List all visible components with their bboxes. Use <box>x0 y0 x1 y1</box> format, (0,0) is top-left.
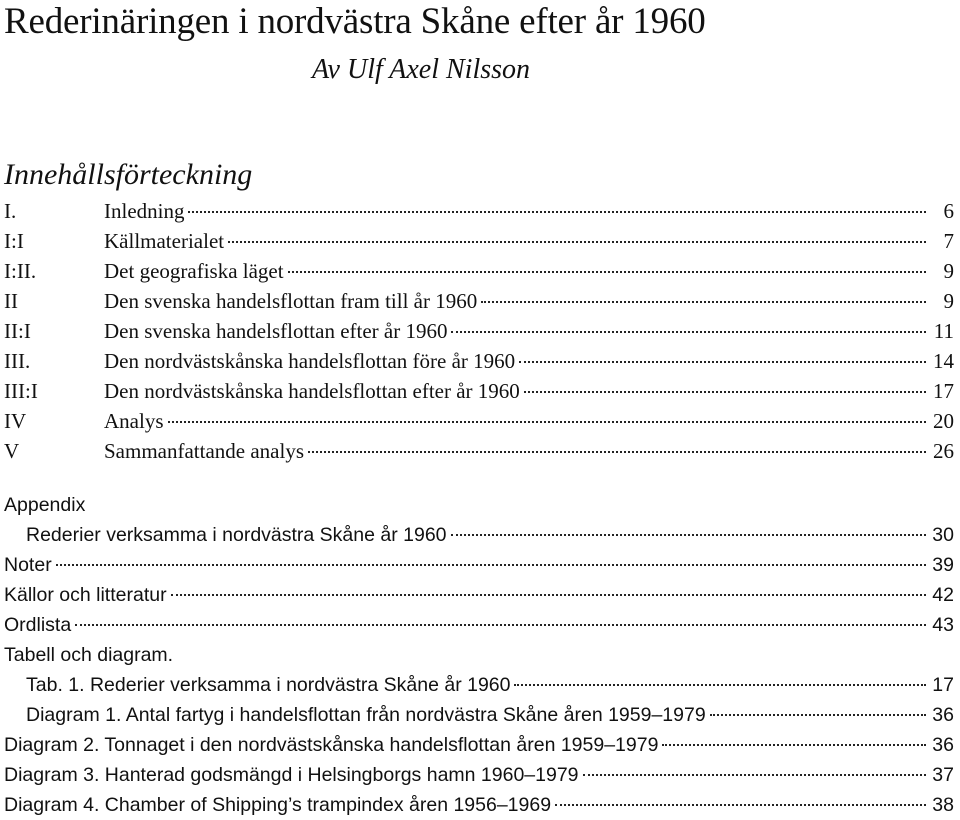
document-title: Rederinäringen i nordvästra Skåne efter år 1960 <box>4 1 706 42</box>
page-number: 37 <box>932 764 954 786</box>
leader-dots <box>56 564 926 566</box>
leader-dots <box>662 744 926 746</box>
toc-entry <box>4 436 954 466</box>
toc-entry <box>4 670 954 700</box>
leader-dots <box>451 534 926 536</box>
chapter-title: Källmaterialet <box>104 229 225 253</box>
page-number: 6 <box>943 199 954 223</box>
toc-entry <box>4 550 954 580</box>
chapter-title: Den svenska handelsflottan efter år 1960 <box>104 319 448 343</box>
leader-dots <box>451 331 926 333</box>
page-number: 43 <box>932 614 954 636</box>
chapter-number: III. <box>4 349 31 373</box>
tables-heading-row <box>4 640 954 670</box>
page-number: 9 <box>943 289 954 313</box>
leader-dots <box>308 451 926 453</box>
appendix-item-title: Rederier verksamma i nordvästra Skåne år 1960 <box>26 524 447 546</box>
toc-entry <box>4 520 954 550</box>
page-number: 26 <box>933 439 954 463</box>
appendix-heading: Appendix <box>4 494 86 516</box>
chapter-title: Sammanfattande analys <box>104 439 305 463</box>
diagram-entry-title: Diagram 3. Hanterad godsmängd i Helsingborgs hamn 1960–1979 <box>4 764 579 786</box>
leader-dots <box>710 714 926 716</box>
chapter-title: Den nordvästskånska handelsflottan efter år 1960 <box>104 379 520 403</box>
page-number: 30 <box>932 524 954 546</box>
author-line: Av Ulf Axel Nilsson <box>312 54 531 85</box>
page-number: 36 <box>932 704 954 726</box>
leader-dots <box>188 211 926 213</box>
leader-dots <box>555 804 926 806</box>
tables-heading: Tabell och diagram. <box>4 644 174 666</box>
toc-entry <box>4 376 954 406</box>
toc-entry <box>4 316 954 346</box>
chapter-number: I:I <box>4 229 24 253</box>
chapter-title: Den svenska handelsflottan fram till år 1960 <box>104 289 478 313</box>
diagram-entry-title: Diagram 2. Tonnaget i den nordvästskånska handelsflottan åren 1959–1979 <box>4 734 659 756</box>
page-number: 42 <box>932 584 954 606</box>
diagram-entry-title: Diagram 1. Antal fartyg i handelsflottan från nordvästra Skåne åren 1959–1979 <box>26 704 706 726</box>
toc-entry <box>4 790 954 820</box>
leader-dots <box>228 241 926 243</box>
page-number: 20 <box>933 409 954 433</box>
toc-entry <box>4 580 954 610</box>
leader-dots <box>583 774 926 776</box>
table-entry-title: Tab. 1. Rederier verksamma i nordvästra Skåne år 1960 <box>26 674 511 696</box>
toc-entry <box>4 610 954 640</box>
toc-entry <box>4 406 954 436</box>
page-number: 9 <box>943 259 954 283</box>
leader-dots <box>519 361 926 363</box>
leader-dots <box>288 271 926 273</box>
diagram-entry-title: Diagram 4. Chamber of Shipping’s trampindex åren 1956–1969 <box>4 794 552 816</box>
page-number: 39 <box>932 554 954 576</box>
toc-entry <box>4 700 954 730</box>
toc-entry <box>4 760 954 790</box>
page-number: 14 <box>933 349 954 373</box>
toc-entry <box>4 286 954 316</box>
chapter-number: I. <box>4 199 17 223</box>
page-number: 36 <box>932 734 954 756</box>
back-matter-title: Noter <box>4 554 52 576</box>
appendix-heading-row <box>4 490 954 520</box>
page-number: 7 <box>943 229 954 253</box>
toc-entry <box>4 730 954 760</box>
page-number: 38 <box>932 794 954 816</box>
toc-heading: Innehållsförteckning <box>4 158 253 191</box>
chapter-number: I:II. <box>4 259 37 283</box>
toc-entry <box>4 256 954 286</box>
toc-entry <box>4 346 954 376</box>
page-number: 11 <box>933 319 954 343</box>
chapter-number: II <box>4 289 18 313</box>
chapter-number: V <box>4 439 20 463</box>
leader-dots <box>524 391 926 393</box>
chapter-number: IV <box>4 409 27 433</box>
leader-dots <box>514 684 926 686</box>
chapter-title: Inledning <box>104 199 185 223</box>
leader-dots <box>168 421 927 423</box>
page-number: 17 <box>933 379 954 403</box>
chapter-number: II:I <box>4 319 31 343</box>
chapter-title: Analys <box>104 409 164 433</box>
back-matter-title: Ordlista <box>4 614 72 636</box>
leader-dots <box>481 301 926 303</box>
chapter-title: Det geografiska läget <box>104 259 284 283</box>
chapter-title: Den nordvästskånska handelsflottan före år 1960 <box>104 349 516 373</box>
leader-dots <box>171 594 926 596</box>
toc-entry <box>4 226 954 256</box>
chapter-number: III:I <box>4 379 38 403</box>
toc-entry <box>4 196 954 226</box>
back-matter-title: Källor och litteratur <box>4 584 167 606</box>
page-number: 17 <box>932 674 954 696</box>
leader-dots <box>75 624 926 626</box>
